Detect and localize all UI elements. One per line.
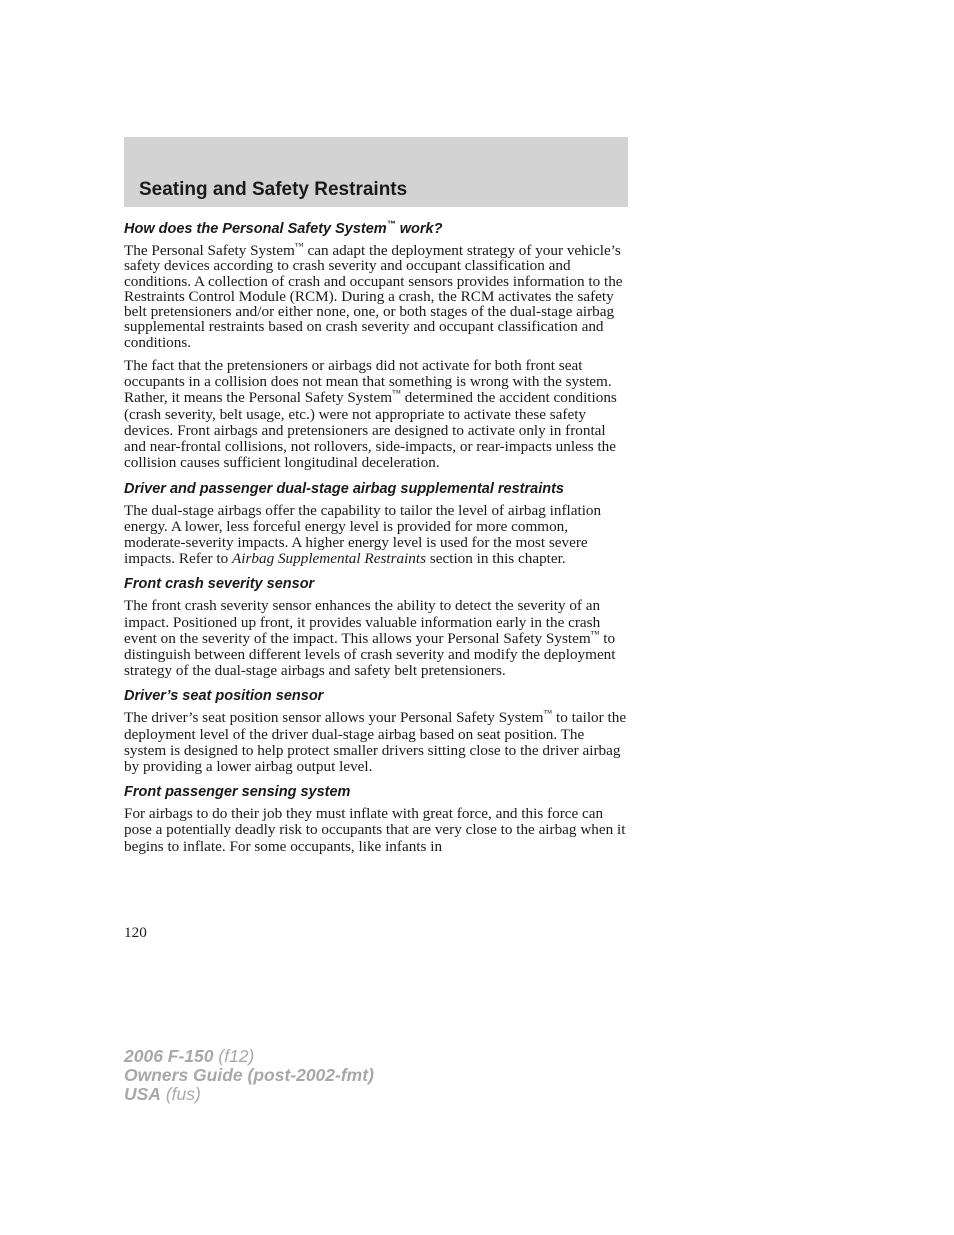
paragraph-front-crash-sensor: The front crash severity sensor enhances the ability to detect the severity of an impact. Positioned up front, it provides valuable information early in the crash event on the severity of the impact. This allows your Personal Safety System™ to distinguish between different levels of crash severity and modify the deployment strategy of the dual-stage airbags and safety belt pretensioners. [124,597,616,680]
footer-region-line: USA (fus) [124,1084,201,1104]
heading-passenger-sensing: Front passenger sensing system [124,784,351,801]
section-header-band [124,137,628,207]
paragraph-pss-non-activation: The fact that the pretensioners or airbags did not activate for both front seat occupants in a collision does not mean that something is wrong with the system. Rather, it means the Personal Safety System™ determined the accident conditions (crash severity, belt usage, etc.) were not appropriate to activate these safety devices. Front airbags and pretensioners are designed to activate only in frontal and near-frontal collisions, not rollovers, side-impacts, or rear-impacts unless the collision causes sufficient longitudinal deceleration. [124,357,617,472]
page-number: 120 [124,924,147,941]
cross-reference: Airbag Supplemental Restraints [231,550,427,568]
paragraph-passenger-sensing: For airbags to do their job they must inflate with great force, and this force can pose a potentially deadly risk to occupants that are very close to the airbag when it begins to inflate. For some occupants, like infants in [124,805,626,855]
trademark-symbol: ™ [590,628,600,639]
trademark-symbol: ™ [294,240,304,251]
paragraph-dual-stage-airbag: The dual-stage airbags offer the capability to tailor the level of airbag inflation energy. A lower, less forceful energy level is provided for more common, moderate-severity impacts. A higher energy level is used for the most severe impacts. Refer to Airbag Supplemental Restraints section in this chapter. [124,501,602,568]
paragraph-seat-position-sensor: The driver’s seat position sensor allows your Personal Safety System™ to tailor the deployment level of the driver dual-stage airbag based on seat position. The system is designed to help protect smaller drivers sitting close to the driver airbag by providing a lower airbag output level. [124,708,627,775]
heading-how-pss-works: How does the Personal Safety System™ work? [124,219,443,237]
document-footer [124,1047,374,1104]
footer-model-line: 2006 F-150 (f12) [124,1046,255,1066]
trademark-symbol: ™ [543,708,553,719]
section-title: Seating and Safety Restraints [139,179,408,200]
heading-seat-position-sensor: Driver’s seat position sensor [124,688,324,705]
heading-front-crash-sensor: Front crash severity sensor [124,576,315,593]
page-content [124,220,630,863]
footer-guide-line: Owners Guide (post-2002-fmt) [124,1065,374,1085]
heading-dual-stage-airbag: Driver and passenger dual-stage airbag supplemental restraints [124,480,564,497]
paragraph-pss-overview: The Personal Safety System™ can adapt the deployment strategy of your vehicle’s safety devices according to crash severity and occupant classification and conditions. A collection of crash and occupant sensors provides information to the Restraints Control Module (RCM). During a crash, the RCM activates the safety belt pretensioners and/or either none, one, or both stages of the dual-stage airbag supplemental restraints based on crash severity and occupant classification and conditions. [124,240,623,351]
trademark-symbol: ™ [386,219,396,230]
trademark-symbol: ™ [392,388,401,399]
